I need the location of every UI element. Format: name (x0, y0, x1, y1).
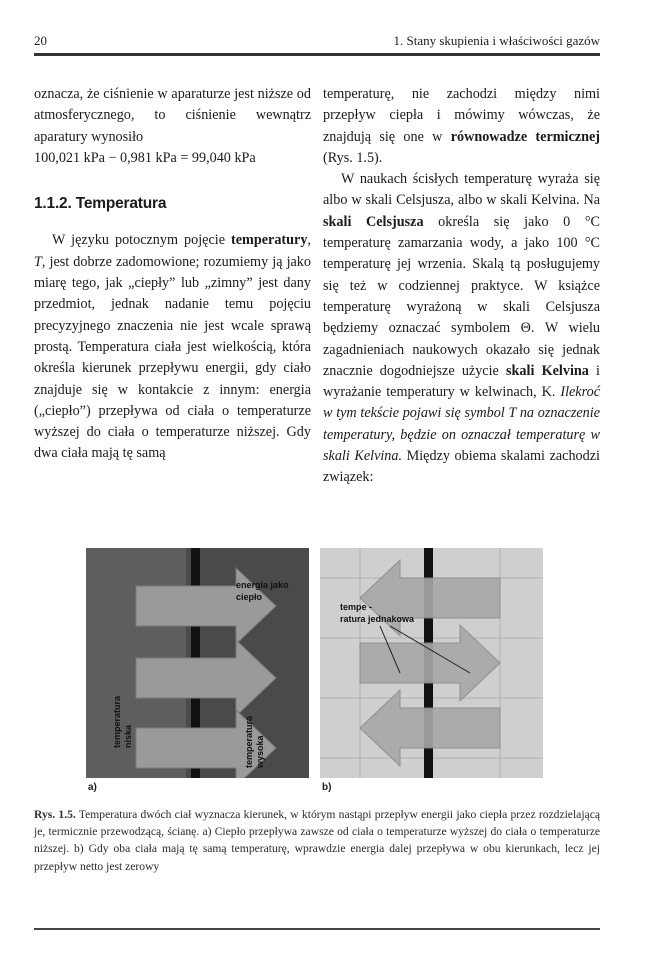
right-paragraph-1 (323, 84, 600, 169)
text-run: W języku potocznym pojęcie (52, 232, 232, 249)
panel-b-illustration (320, 548, 543, 778)
text-run: , jest dobrze zadomowione; rozumiemy ją jako miarę tego, jak „ciepły” lub „zimny” jest dany przedmiot, jednak nadanie temu pojęciu precyzyjnego znaczenia nie jest wcale sprawą prostą. Temperatura ciała jest wielkością, która określa kierunek przepływu energii, gdy ciało znajduje się w kontakcie z innym: energia („ciepło”) przepływa od ciała o temperaturze wyższej do ciała o temperaturze niższej. Gdy dwa ciała mają tę samą (34, 253, 311, 462)
high-temp-label-1: temperatura (244, 715, 254, 768)
left-paragraph-2 (34, 230, 311, 464)
header-rule (34, 53, 600, 56)
left-paragraph-1: oznacza, że ciśnienie w aparaturze jest niższe od atmosferycznego, to ciśnienie wewnątrz aparatury wynosiło (34, 86, 311, 145)
caption-label: Rys. 1.5. (34, 808, 76, 821)
energy-label-1: energia jako (236, 580, 289, 590)
text-run: określa się jako 0 °C temperaturę zamarzania wody, a jako 100 °C temperaturę jej wrzenia. Skalą tą posługujemy się też w codziennej praktyce. W książce temperaturę wyrażoną w skali Celsjusza będziemy oznaczać symbolem Θ. W wielu zagadnieniach naukowych okazało się jednak znacznie dogodniejsze użycie (323, 213, 601, 379)
right-column (323, 84, 600, 489)
section-heading (34, 193, 311, 214)
right-paragraph-2 (323, 169, 600, 488)
italic-note: Ilekroć w tym tekście pojawi się symbol T na oznaczenie temperatury, będzie on oznaczał temperaturę w skali Kelvina. (323, 384, 600, 465)
term-bold: równowadze termicznej (450, 128, 601, 145)
footer-rule (34, 928, 600, 930)
text-run: Między obiema skalami zachodzi związek: (323, 448, 600, 486)
figure-caption (34, 806, 600, 875)
text-run: i wyrażanie temperatury w kelwinach, K. (323, 362, 600, 401)
left-column (34, 84, 311, 465)
energy-label-2: ciepło (236, 592, 263, 602)
caption-text: Temperatura dwóch ciał wyznacza kierunek, w którym nastąpi przepływ energii jako ciepła przez rozdzielającą je, termicznie przewodzącą, ścianę. a) Ciepło przepływa zawsze od ciała o temperaturze wyższej do ciała o temperaturze niższej. b) Gdy oba ciała mają tę samą temperaturę, wprawdzie energia dalej przepływa w obu kierunkach, lecz jej przepływ netto jest zerowy (34, 808, 600, 873)
symbol-italic: T (34, 253, 42, 270)
page-number: 20 (34, 33, 47, 48)
section-title: Temperatura (75, 195, 167, 213)
panel-a-label: a) (88, 782, 97, 793)
bidirectional-arrows (360, 560, 500, 766)
high-temp-label-2: wysoka (255, 735, 265, 768)
figure-panel-a (86, 548, 309, 793)
section-number: 1.1.2. (34, 195, 72, 213)
equation: 100,021 kPa − 0,981 kPa = 99,040 kPa (34, 149, 256, 166)
low-temp-label-1: temperatura (112, 695, 122, 748)
panel-b-label: b) (322, 782, 332, 793)
text-run: temperaturę, nie zachodzi między nimi przepływ ciepła i mówimy wówczas, że znajdują się one w (323, 86, 600, 145)
text-run: W naukach ścisłych temperaturę wyraża się albo w skali Celsjusza, albo w skali Kelvina. Na (323, 171, 600, 209)
term-bold: temperatury (231, 232, 308, 249)
running-header: 1. Stany skupienia i właściwości gazów (393, 33, 600, 48)
panel-a-illustration (86, 548, 309, 778)
equal-temp-label-2: ratura jednakowa (340, 614, 415, 624)
text-run: (Rys. 1.5). (323, 149, 383, 166)
term-bold: skali Celsjusza (323, 213, 424, 230)
text-run: , (307, 232, 311, 249)
low-temp-label-2: niska (123, 724, 133, 748)
term-bold: skali Kelvina (506, 362, 589, 379)
figure-panel-b (320, 548, 543, 793)
equal-temp-label-1: tempe - (340, 602, 373, 612)
